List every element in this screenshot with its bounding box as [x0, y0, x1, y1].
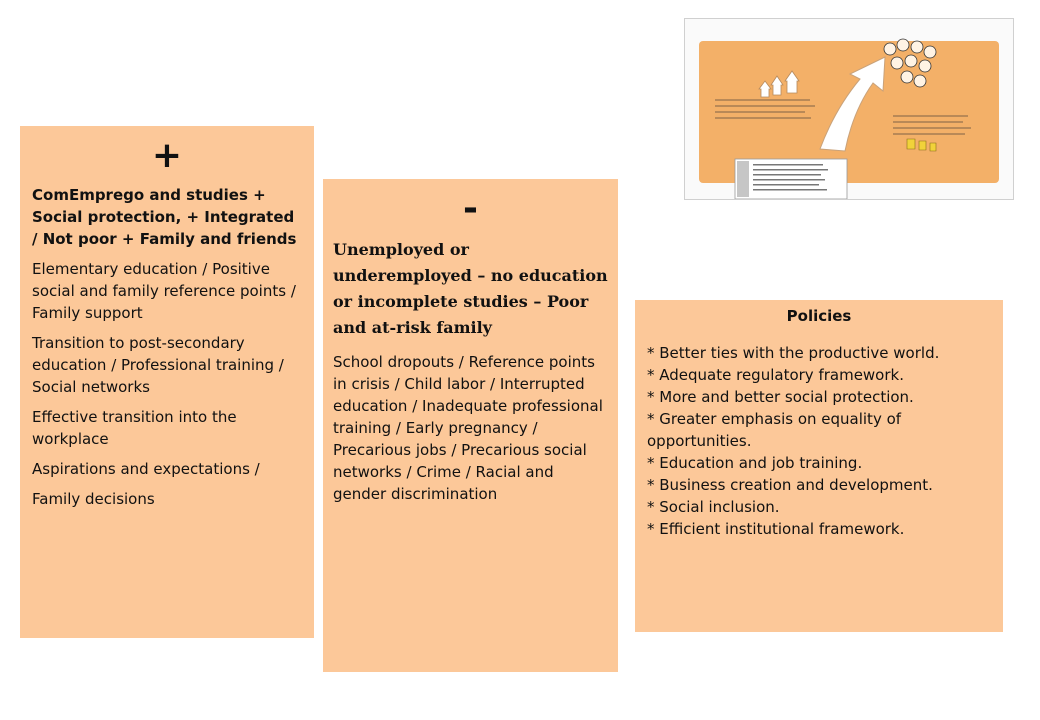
policy-item: * Education and job training.: [647, 454, 863, 472]
policies-title: Policies: [786, 307, 852, 325]
positive-path-item: Transition to post-secondary education / Professional training / Social networks: [32, 334, 284, 396]
minus-symbol: -: [463, 188, 478, 229]
policy-item: * Adequate regulatory framework.: [647, 366, 904, 384]
positive-path-item: Effective transition into the workplace: [32, 408, 237, 448]
thumbnail-illustration: [685, 19, 1014, 200]
positive-path-item: Family decisions: [32, 490, 155, 508]
positive-path-item: Aspirations and expectations /: [32, 460, 260, 478]
negative-path-panel: [323, 179, 618, 672]
policy-item: * Social inclusion.: [647, 498, 780, 516]
policy-item: * Business creation and development.: [647, 476, 933, 494]
policy-item: * Better ties with the productive world.: [647, 344, 940, 362]
policy-item: * Greater emphasis on equality of opportunities.: [647, 410, 902, 450]
shoes-icon: [907, 139, 936, 151]
policy-item: * More and better social protection.: [647, 388, 914, 406]
people-figures-icon: [759, 71, 799, 97]
policies-panel: [635, 300, 1003, 632]
trajectory-diagram-thumbnail: [684, 18, 1014, 200]
policy-item: * Efficient institutional framework.: [647, 520, 905, 538]
positive-path-panel: [20, 126, 314, 638]
positive-path-heading: ComEmprego and studies + Social protection, + Integrated / Not poor + Family and friends: [32, 186, 297, 248]
positive-path-item: Elementary education / Positive social and family reference points / Family support: [32, 260, 296, 322]
negative-path-body: School dropouts / Reference points in crisis / Child labor / Interrupted education / Inadequate professional training / Early pregnancy / Precarious jobs / Precarious social networks / Crime / Racial and gender discrimination: [333, 353, 603, 503]
negative-path-heading: Unemployed or underemployed – no education or incomplete studies – Poor and at-risk family: [333, 240, 608, 337]
upward-arrow-icon: [820, 57, 885, 151]
faces-icon: [884, 39, 936, 87]
plus-symbol: +: [151, 135, 183, 176]
